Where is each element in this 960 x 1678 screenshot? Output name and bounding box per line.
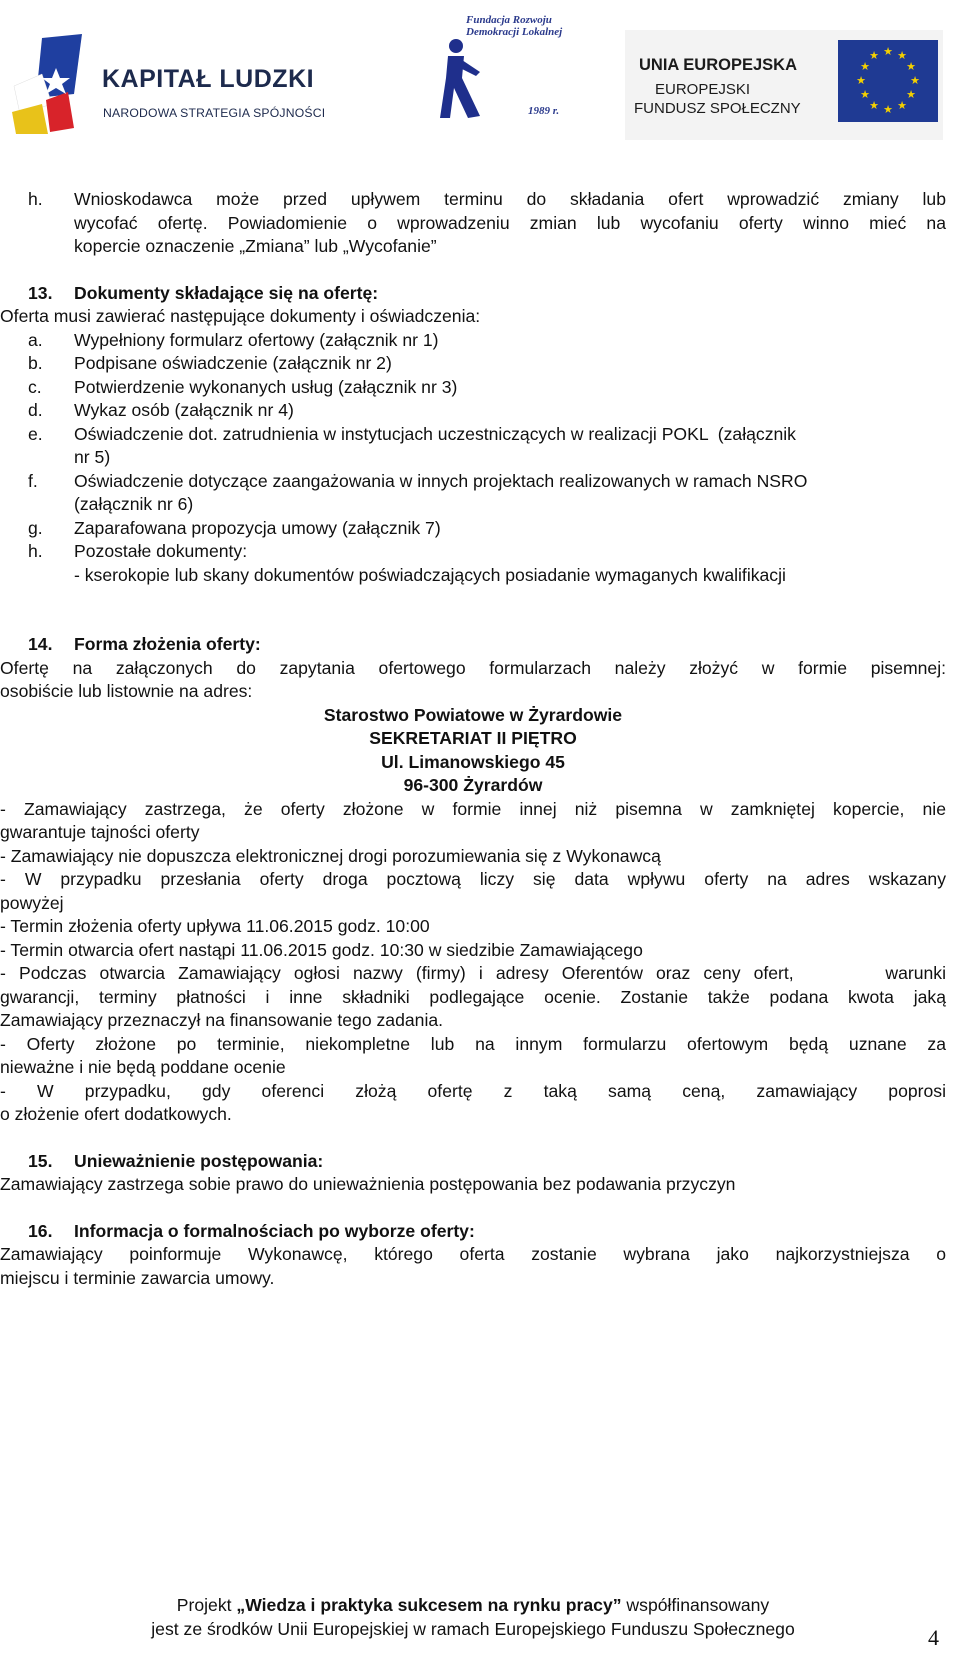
svg-text:★: ★	[897, 49, 907, 62]
svg-text:★: ★	[869, 99, 879, 112]
section-heading-13	[0, 282, 946, 306]
list-item	[0, 470, 946, 517]
text-line: nieważne i nie będą poddane ocenie	[0, 1057, 286, 1077]
list-item	[0, 540, 946, 587]
list-item-text: - kserokopie lub skany dokumentów poświadczających posiadanie wymaganych kwalifikacji	[74, 564, 786, 585]
document-body	[0, 188, 946, 1290]
list-item-text: Wykaz osób (załącznik nr 4)	[74, 400, 294, 420]
text-line: Zamawiający poinformuje Wykonawcę, którego oferta zostanie wybrana jako najkorzystniejsza o	[0, 1244, 946, 1264]
text-line: Wnioskodawca może przed upływem terminu do składania ofert wprowadzić zmiany lub	[74, 189, 946, 209]
address-line: Starostwo Powiatowe w Żyrardowie	[323, 704, 623, 725]
kapital-ludzki-star-icon	[12, 34, 90, 134]
address-block	[0, 704, 946, 798]
list-item-h-withdraw	[0, 188, 946, 259]
address-line: Ul. Limanowskiego 45	[381, 751, 565, 772]
list-item-text: Pozostałe dokumenty:	[74, 541, 248, 561]
fundacja-name	[466, 14, 562, 38]
list-item-text: Potwierdzenie wykonanych usług (załącznik nr 3)	[74, 376, 458, 397]
text-line: - Zamawiający zastrzega, że oferty złożone w formie innej niż pisemna w zamkniętej kopercie, nie	[0, 798, 946, 819]
section-13-intro: Oferta musi zawierać następujące dokumenty i oświadczenia:	[0, 306, 481, 326]
text-line: - Podczas otwarcia Zamawiający ogłosi nazwy (firmy) i adresy Oferentów oraz ceny ofert, warunki	[0, 963, 946, 983]
list-item-text: nr 5)	[74, 447, 111, 467]
list-letter: g.	[28, 517, 43, 538]
svg-text:★: ★	[869, 49, 879, 62]
list-item-text: Podpisane oświadczenie (załącznik nr 2)	[74, 353, 392, 373]
section-heading-14	[0, 633, 946, 657]
text-line: - Zamawiający nie dopuszcza elektronicznej drogi porozumiewania się z Wykonawcą	[0, 845, 661, 866]
text-line: Zamawiający zastrzega sobie prawo do unieważnienia postępowania bez podawania przyczyn	[0, 1174, 736, 1194]
page-footer	[0, 1593, 946, 1641]
svg-text:★: ★	[897, 99, 907, 112]
section-title: Forma złożenia oferty:	[74, 634, 261, 654]
svg-text:★: ★	[883, 103, 893, 116]
section-heading-16	[0, 1220, 946, 1244]
section-title: Informacja o formalnościach po wyborze oferty:	[74, 1220, 475, 1241]
header-logos	[0, 0, 960, 150]
section-number: 16.	[28, 1220, 53, 1241]
text-line: Zamawiający przeznaczył na finansowanie tego zadania.	[0, 1010, 444, 1030]
text-line: gwarantuje tajności oferty	[0, 822, 200, 842]
footer-line2: jest ze środków Unii Europejskiej w ramach Europejskiego Funduszu Społecznego	[151, 1619, 795, 1639]
text-line: - Oferty złożone po terminie, niekompletne lub na innym formularzu ofertowym będą uznane za	[0, 1033, 946, 1054]
ue-line1: UNIA EUROPEJSKA	[639, 56, 797, 74]
list-item-text: Zaparafowana propozycja umowy (załącznik 7)	[74, 517, 441, 538]
fundacja-year: 1989 r.	[528, 105, 560, 117]
list-item-text: Oświadczenie dotyczące zaangażowania w innych projektach realizowanych w ramach NSRO	[74, 470, 808, 491]
list-letter: d.	[28, 400, 43, 420]
section-title: Dokumenty składające się na ofertę:	[74, 282, 379, 303]
text-line: wycofać ofertę. Powiadomienie o wprowadzeniu zmian lub wycofaniu oferty winno mieć na	[74, 212, 946, 233]
svg-text:★: ★	[860, 88, 870, 101]
eu-flag-icon	[838, 40, 938, 122]
list-item-text: Oświadczenie dot. zatrudnienia w instytucjach uczestniczących w realizacji POKL (załącznik	[74, 423, 796, 444]
fundacja-name-line2: Demokracji Lokalnej	[466, 26, 563, 38]
kapital-ludzki-title: KAPITAŁ LUDZKI	[102, 65, 315, 93]
text-line: o złożenie ofert dodatkowych.	[0, 1104, 232, 1124]
ue-line3: FUNDUSZ SPOŁECZNY	[634, 100, 801, 117]
list-item	[0, 329, 946, 353]
section-number: 15.	[28, 1150, 53, 1171]
text-line: - Termin otwarcia ofert nastąpi 11.06.2015 godz. 10:30 w siedzibie Zamawiającego	[0, 939, 643, 960]
text-line: powyżej	[0, 892, 64, 913]
svg-text:★: ★	[910, 74, 920, 87]
list-item	[0, 352, 946, 376]
fundacja-logo	[440, 14, 580, 118]
list-letter: f.	[28, 470, 38, 491]
text-line: miejscu i terminie zawarcia umowy.	[0, 1267, 275, 1288]
svg-text:★: ★	[860, 60, 870, 73]
unia-europejska-logo	[625, 30, 943, 140]
svg-text:★: ★	[906, 60, 916, 73]
list-item-text: Wypełniony formularz ofertowy (załącznik nr 1)	[74, 329, 439, 350]
fundacja-figure-icon	[440, 38, 520, 118]
svg-text:★: ★	[906, 88, 916, 101]
footer-project-name: „Wiedza i praktyka sukcesem na rynku pracy”	[236, 1595, 622, 1615]
section-number: 13.	[28, 282, 53, 303]
text-line: - W przypadku przesłania oferty droga pocztową liczy się data wpływu oferty na adres wskazany	[0, 869, 946, 889]
list-item-text: (załącznik nr 6)	[74, 494, 194, 514]
list-letter: b.	[28, 353, 43, 373]
footer-text: Projekt	[176, 1595, 237, 1615]
address-line: SEKRETARIAT II PIĘTRO	[369, 728, 577, 748]
text-line: Ofertę na załączonych do zapytania ofertowego formularzach należy złożyć w formie pisemnej:	[0, 657, 946, 678]
footer-line1	[0, 1593, 946, 1617]
text-line: osobiście lub listownie na adres:	[0, 681, 253, 701]
kapital-ludzki-logo	[12, 34, 342, 134]
address-line: 96-300 Żyrardów	[403, 775, 543, 795]
text-line: gwarancji, terminy płatności i inne składniki podlegające ocenie. Zostanie także podana kwota jaką	[0, 986, 946, 1007]
list-item	[0, 399, 946, 423]
list-item	[0, 376, 946, 400]
footer-text: współfinansowany	[621, 1595, 770, 1615]
ue-line2: EUROPEJSKI	[655, 81, 751, 98]
text-line: kopercie oznaczenie „Zmiana” lub „Wycofanie”	[74, 236, 437, 256]
text-line: - Termin złożenia oferty upływa 11.06.2015 godz. 10:00	[0, 916, 430, 936]
kapital-ludzki-subtitle: NARODOWA STRATEGIA SPÓJNOŚCI	[103, 106, 326, 120]
list-item	[0, 517, 946, 541]
section-number: 14.	[28, 634, 53, 654]
fundacja-name-line1: Fundacja Rozwoju	[466, 14, 552, 26]
list-item	[0, 423, 946, 470]
list-letter: h.	[28, 189, 43, 209]
text-line: - W przypadku, gdy oferenci złożą ofertę z taką samą ceną, zamawiający poprosi	[0, 1080, 946, 1101]
list-letter: a.	[28, 329, 43, 350]
section-heading-15	[0, 1150, 946, 1174]
section-title: Unieważnienie postępowania:	[74, 1150, 324, 1171]
list-letter: h.	[28, 541, 43, 561]
list-letter: c.	[28, 376, 42, 397]
svg-text:★: ★	[856, 74, 866, 87]
list-letter: e.	[28, 423, 43, 444]
svg-text:★: ★	[883, 45, 893, 58]
page-number: 4	[928, 1625, 939, 1650]
